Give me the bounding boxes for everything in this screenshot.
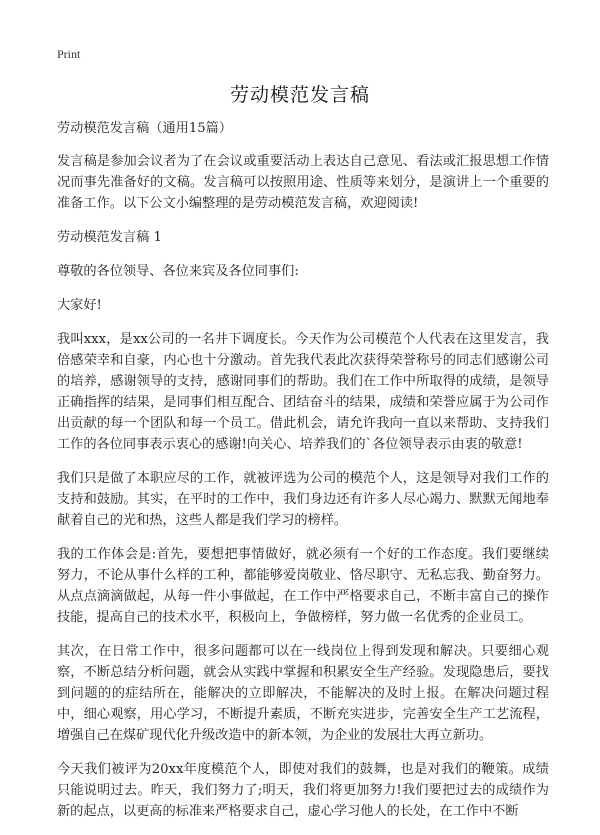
body-paragraph: 我们只是做了本职应尽的工作，就被评选为公司的模范个人，这是领导对我们工作的支持和鼓励。其实，在平时的工作中，我们身边还有许多人尽心竭力、默默无闻地奉献着自己的光和热，这些人都是我们学习的榜样。 [57,471,549,528]
body-paragraph: 我的工作体会是:首先，要想把事情做好，就必须有一个好的工作态度。我们要继续努力，不论从事什么样的工种，都能够爱岗敬业、恪尽职守、无私忘我、勤奋努力。从点点滴滴做起，从每一件小事做起，在工作中严格要求自己，不断丰富自己的操作技能，提高自己的技术水平，积极向上，争做榜样，努力做一名优秀的企业员工。 [57,547,549,625]
body-paragraph: 今天我们被评为20xx年度模范个人，即使对我们的鼓舞，也是对我们的鞭策。成绩只能说明过去。昨天，我们努力了;明天，我们将更加努力!我们要把过去的成绩作为新的起点，以更高的标准来严格要求自己，虚心学习他人的长处，在工作中不断 [57,762,549,819]
section-heading: 劳动模范发言稿 1 [57,230,162,245]
print-link[interactable]: Print [57,47,81,61]
document-title: 劳动模范发言稿 [229,84,370,106]
document-subtitle: 劳动模范发言稿（通用15篇） [57,121,233,136]
document-body [57,118,549,835]
greeting: 大家好! [57,298,102,313]
intro-paragraph: 发言稿是参加会议者为了在会议或重要活动上表达自己意见、看法或汇报思想工作情况而事先准备好的文稿。发言稿可以按照用途、性质等来划分，是演讲上一个重要的准备工作。以下公文小编整理的是劳动模范发言稿，欢迎阅读! [57,154,549,211]
body-paragraph: 我叫xxx，是xx公司的一名井下调度长。今天作为公司模范个人代表在这里发言，我倍感荣幸和自豪，内心也十分激动。首先我代表此次获得荣誉称号的同志们感谢公司的培养，感谢领导的支持，感谢同事们的帮助。我们在工作中所取得的成绩，是领导正确指挥的结果，是同事们相互配合、团结奋斗的结果，成绩和荣誉应属于为公司作出贡献的每一个团队和每一个员工。借此机会，请允许我向一直以来帮助、支持我们工作的各位同事表示衷心的感谢!向关心、培养我们的`各位领导表示由衷的敬意! [57,332,549,452]
salutation: 尊敬的各位领导、各位来宾及各位同事们: [57,264,299,279]
body-paragraph: 其次，在日常工作中，很多问题都可以在一线岗位上得到发现和解决。只要细心观察，不断总结分析问题，就会从实践中掌握和积累安全生产经验。发现隐患后，要找到问题的的症结所在，能解决的立即解决，不能解决的及时上报。在解决问题过程中，细心观察，用心学习，不断提升素质，不断充实进步，完善安全生产工艺流程，增强自己在煤矿现代化升级改造中的新本领，为企业的发展壮大再立新功。 [57,644,549,743]
